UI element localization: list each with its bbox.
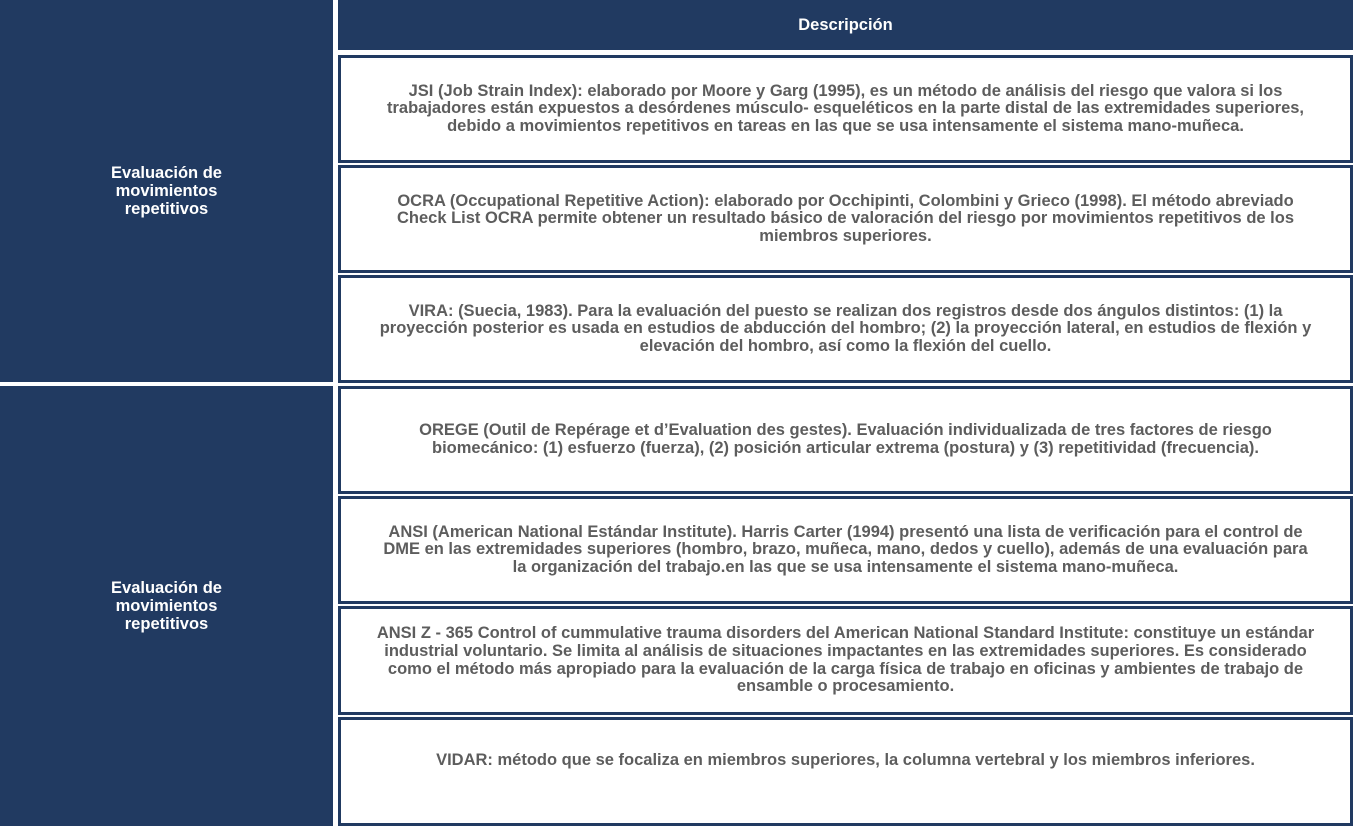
row-text-vidar: VIDAR: método que se focaliza en miembros superiores, la columna vertebral y los miembros inferiores. xyxy=(436,750,1255,769)
table-row xyxy=(338,55,1353,163)
table-row xyxy=(338,165,1353,273)
group-label-2: Evaluación de movimientos repetitivos xyxy=(111,579,222,633)
group-label-1: Evaluación de movimientos repetitivos xyxy=(111,164,222,218)
row-text-ansi-z365: ANSI Z - 365 Control of cummulative trauma disorders del American National Standard Institute: constituye un estándar industrial voluntario. Se limita al análisis de situaciones impactantes en las extremidades superiores. Es considerado como el método más apropiado para la evaluación de la carga física de trabajo en oficinas y ambientes de trabajo de ensamble o procesamiento. xyxy=(376,624,1315,696)
table-row xyxy=(338,496,1353,604)
header-description: Descripción xyxy=(798,15,893,34)
table-row xyxy=(338,275,1353,383)
group-cell-2 xyxy=(0,386,333,826)
row-text-ocra: OCRA (Occupational Repetitive Action): elaborado por Occhipinti, Colombini y Grieco (1998). El método abreviado Check List OCRA permite obtener un resultado básico de valoración del riesgo por movimientos repetitivos de los miembros superiores. xyxy=(396,191,1294,245)
header-cell-description xyxy=(338,0,1353,50)
row-text-orege: OREGE (Outil de Repérage et d’Evaluation des gestes). Evaluación individualizada de tres factores de riesgo biomecánico: (1) esfuerzo (fuerza), (2) posición articular extrema (postura) y (3) repetitividad (frecuencia). xyxy=(419,421,1272,457)
row-text-jsi: JSI (Job Strain Index): elaborado por Moore y Garg (1995), es un método de análisis del riesgo que valora si los trabajadores están expuestos a desórdenes músculo- esqueléticos en la parte distal de las extremidades superiores, debido a movimientos repetitivos en tareas en las que se usa intensamente el sistema mano-muñeca. xyxy=(386,81,1305,135)
group-cell-1 xyxy=(0,0,333,382)
table-row xyxy=(338,386,1353,494)
row-text-vira: VIRA: (Suecia, 1983). Para la evaluación del puesto se realizan dos registros desde dos ángulos distintos: (1) la proyección posterior es usada en estudios de abducción del hombro; (2) la proyección lateral, en estudios de flexión y elevación del hombro, así como la flexión del cuello. xyxy=(379,301,1312,355)
table-row xyxy=(338,606,1353,715)
row-text-ansi: ANSI (American National Estándar Institute). Harris Carter (1994) presentó una lista de verificación para el control de DME en las extremidades superiores (hombro, brazo, muñeca, mano, dedos y cuello), además de una evaluación para la organización del trabajo.en las que se usa intensamente el sistema mano-muñeca. xyxy=(383,522,1308,576)
table-row xyxy=(338,717,1353,826)
